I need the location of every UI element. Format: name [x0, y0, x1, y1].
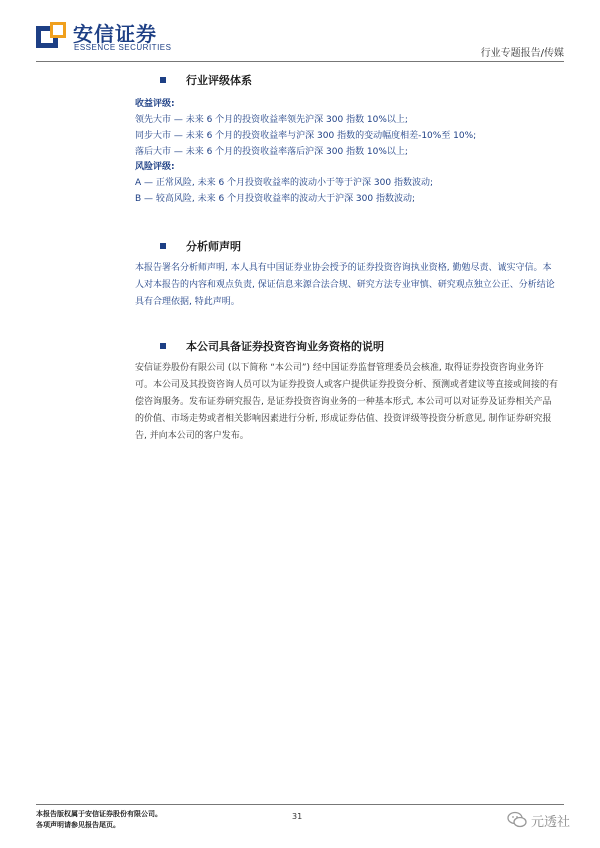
essence-logo-icon: [36, 22, 66, 52]
section-title-analyst: 分析师声明: [186, 240, 241, 253]
return-rating-line: 同步大市 — 未来 6 个月的投资收益率与沪深 300 指数的变动幅度相差-10%至 10%;: [135, 131, 477, 141]
footer-line-2: 各项声明请参见报告尾页。: [36, 821, 120, 829]
footer-divider: [36, 804, 564, 805]
report-type: 行业专题报告/传媒: [480, 48, 564, 59]
risk-rating-label: 风险评级:: [135, 162, 175, 172]
header-divider: [36, 61, 564, 62]
return-rating-line: 领先大市 — 未来 6 个月的投资收益率领先沪深 300 指数 10%以上;: [135, 115, 408, 125]
chat-bubble-icon: [507, 811, 527, 829]
section-bullet-icon: [160, 77, 166, 83]
section-bullet-icon: [160, 343, 166, 349]
qualification-statement: 安信证券股份有限公司 (以下简称 “本公司”) 经中国证券监督管理委员会核准, 取得证券投资咨询业务许可。本公司及其投资咨询人员可以为证券投资人或客户提供证券投资分析、预测或者建议等直接或间接的有偿咨询服务。发布证券研究报告, 是证券投资咨询业务的一种基本形式, 本公司可以对证券及证券相关产品的价值、市场走势或者相关影响因素进行分析, 形成证券估值、投资评级等投资分析意见, 制作证券研究报告, 并向本公司的客户发布。: [135, 363, 559, 441]
return-rating-line: 落后大市 — 未来 6 个月的投资收益率落后沪深 300 指数 10%以上;: [135, 147, 408, 157]
section-bullet-icon: [160, 243, 166, 249]
logo-text-cn: 安信证券: [73, 22, 157, 46]
logo-text-en: ESSENCE SECURITIES: [74, 43, 172, 52]
footer-line-1: 本报告版权属于安信证券股份有限公司。: [36, 810, 162, 818]
section-title-rating: 行业评级体系: [186, 74, 252, 87]
footer-copyright: [36, 809, 162, 831]
analyst-statement: 本报告署名分析师声明, 本人具有中国证券业协会授予的证券投资咨询执业资格, 勤勉尽责、诚实守信。本人对本报告的内容和观点负责, 保证信息来源合法合规、研究方法专业审慎、研究观点独立公正、分析结论具有合理依据, 特此声明。: [135, 263, 555, 307]
watermark: [507, 808, 570, 832]
risk-rating-line: B — 较高风险, 未来 6 个月投资收益率的波动大于沪深 300 指数波动;: [135, 194, 415, 204]
page-header: [0, 0, 600, 64]
section-title-qualification: 本公司具备证券投资咨询业务资格的说明: [186, 340, 384, 353]
risk-rating-line: A — 正常风险, 未来 6 个月投资收益率的波动小于等于沪深 300 指数波动;: [135, 178, 433, 188]
watermark-text: 元透社: [530, 814, 570, 830]
page-number: 31: [292, 812, 303, 821]
return-rating-label: 收益评级:: [135, 99, 175, 109]
